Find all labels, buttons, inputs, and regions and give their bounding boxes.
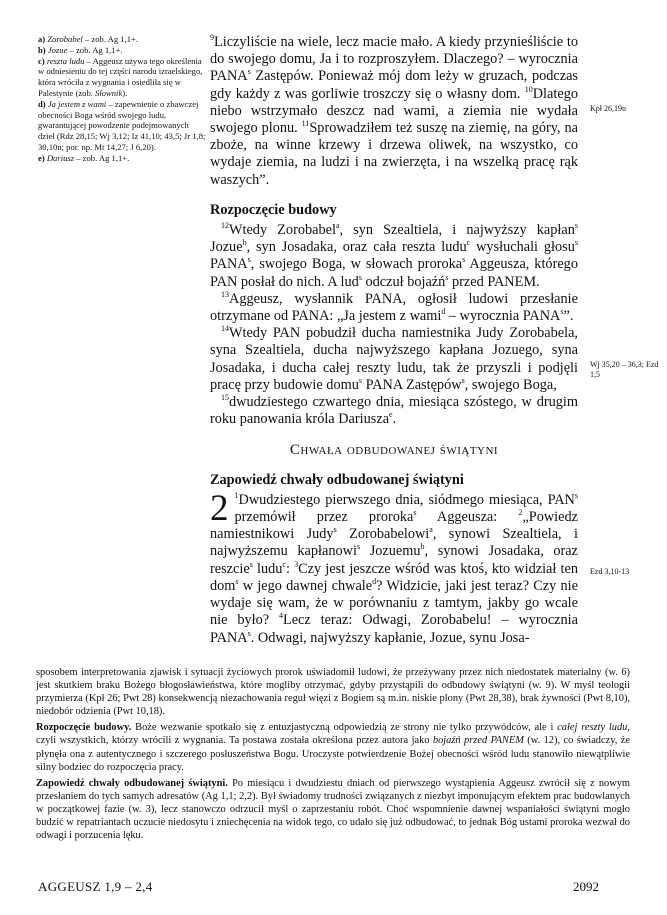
footnote-b: b) Jozue – zob. Ag 1,1+. xyxy=(38,44,123,55)
footnote-c: c) reszta ludu – Aggeusz używa tego określenia w odniesieniu do tej części narodu izraelskiego, która wróciła z wygnania i osiedliła się w Palestynie (zob. Słownik). xyxy=(38,55,203,98)
margin-ref-2: Wj 35,20 – 36,3; Ezd 1,5 xyxy=(590,360,659,379)
commentary-p2: Rozpoczęcie budowy. Boże wezwanie spotkało się z entuzjastyczną odpowiedzią ze strony nie tylko przywódców, ale i całej reszty ludu, czyli wszystkich, którzy wrócili z wygnania. Ta postawa została określona przez autora jako bojaźń przed PANEM (w. 12), co świadczy, że płynęła ona z autentycznego i szczerego posłuszeństwa Bogu. Uroczyste potwierdzenie Bożej obecności wśród ludu stanowiło niewątpliwie silny bodziec do rozpoczęcia pracy. xyxy=(36,722,631,773)
chapter-2-verses: 2 $^1$Dwudziestego pierwszego dnia, siódmego miesiąca, PAN$^s$ przemówił przez proroka$^s$ Aggeusza: $^2$„Powiedz namiestnikowi Judy$^s$ Zorobabelowi$^a$, synowi Szealtiela, i najwyższemu kapłanowi$^s$ Jozuemu$^b$, synowi Josadaka, oraz reszcie$^s$ ludu$^c$: $^3$Czy jest jeszcze wśród was ktoś, kto widział ten dom$^s$ w jego dawnej chwale$^d$? Widzicie, jaki jest teraz? Czy nie wydaje się wam, że w porównaniu z tamtym, jakby go wcale nie było? $^4$Lecz teraz: Odwagi, Zorobabelu! – wyrocznia PANA$^s$. Odwagi, najwyższy kapłanie, Jozue, synu Josa- xyxy=(210,487,579,646)
verse-9-11: $^9$Liczyliście na wiele, lecz macie mało. A kiedy przynieśliście to do swojego domu, Ja i to rozproszyłem. Dlaczego? – wyrocznia PANA$^s$ Zastępów. Ponieważ mój dom leży w gruzach, podczas gdy każdy z was gorliwie troszczy się o własny dom. $^{10}$Dlatego niebo wstrzymało deszcz nad wami, a ziemia nie wydała swojego plonu. $^{11}$Sprowadziłem też suszę na ziemię, na góry, na zboże, na winne krzewy i drzewa oliwek, na wszystko, co wydaje ziemia, na ludzi i na zwierzęta, i na wszelką pracę rąk waszych”. xyxy=(210,33,578,188)
subheading-zapowiedz: Zapowiedź chwały odbudowanej świątyni xyxy=(210,471,464,488)
footnote-a: a) Zorobabel – zob. Ag 1,1+. xyxy=(38,34,139,44)
chapter-number: 2 xyxy=(210,487,229,529)
margin-ref-3: Ezd 3,10-13 xyxy=(590,567,630,576)
section-title: Chwała odbudowanej świątyni xyxy=(289,442,499,459)
margin-ref-1: Kpł 26,19n xyxy=(590,104,626,113)
footnote-e: e) Dariusz – zob. Ag 1,1+. xyxy=(38,152,130,163)
commentary-p1: sposobem interpretowania zjawisk i sytuacji życiowych prorok uświadomił ludowi, że przeżywany przez nich niedostatek materialny (w. 6) jest skutkiem braku Bożego błogosławieństwa, które mogliby otrzymać, gdyby przystąpili do odbudowy świątyni (w. 9). W myśl teologii przymierza (Kpł 26; Pwt 28) konsekwencją niezachowania reguł więzi z Bogiem są m.in. niskie plony (Pwt 28,38), brak żywności (Pwt 8,10), niedobór odzienia (Pwt 10,18). xyxy=(36,667,630,718)
commentary xyxy=(36,666,630,845)
main-text xyxy=(210,34,578,647)
footnote-d: d) Ja jestem z wami – zapewnienie o zbawczej obecności Boga wśród swojego ludu, gwarantującej powodzenie podejmowanych dzieł (Rdz 28,15; Wj 3,12; Iz 41,10; 43,5; Jr 1,8; 30,10n; por. np. Mt 14,27; J 6,20). xyxy=(38,98,206,152)
running-footer: AGGEUSZ 1,9 – 2,4 xyxy=(38,879,153,894)
verse-13: $^{13}$Aggeusz, wysłannik PANA, ogłosił ludowi przesłanie otrzymane od PANA: „Ja jestem z wami$^d$ – wyrocznia PANA$^s$”. xyxy=(210,290,578,325)
page-number: 2092 xyxy=(573,879,599,894)
verse-15: $^{15}$dwudziestego czwartego dnia, miesiąca szóstego, w drugim roku panowania króla Dariusza$^e$. xyxy=(210,393,578,428)
footnotes-column xyxy=(38,34,206,164)
verse-12: $^{12}$Wtedy Zorobabel$^a$, syn Szealtiela, i najwyższy kapłan$^s$ Jozue$^b$, syn Josadaka, oraz cała reszta ludu$^c$ wysłuchali głosu$^s$ PANA$^s$, swojego Boga, w słowach proroka$^s$ Aggeusza, którego PAN posłał do nich. A lud$^s$ odczuł bojaźń$^s$ przed PANEM. xyxy=(210,221,578,290)
commentary-p3: Zapowiedź chwały odbudowanej świątyni. Po miesiącu i dwudziestu dniach od pierwszego wystąpienia Aggeusz zwrócił się z nowym przesłaniem do tych samych adresatów (Ag 1,1; 2,2). Był świadomy trudności związanych z niezbyt imponującym efektem prac budowlanych w początkowej fazie (w. 3), lecz stanowczo odrzucił myśl o zaprzestaniu robót. Choć wspomnienie dawnej wspaniałości świątyni mogło budzić w repatriantach uczucie niedosytu i zniechęcenia na widok tego, co udało się już odbudować, to jednak Bóg ustami proroka wezwał do odwagi i porzucenia lęku. xyxy=(36,777,630,842)
verse-14: $^{14}$Wtedy PAN pobudził ducha namiestnika Judy Zorobabela, syna Szealtiela, ducha najwyższego kapłana Jozuego, syna Josadaka, i ducha całej reszty ludu, tak że przyszli i podjęli pracę przy budowie domu$^s$ PANA Zastępów$^s$, swojego Boga, xyxy=(210,324,578,393)
subheading-rozpoczecie: Rozpoczęcie budowy xyxy=(210,201,337,218)
